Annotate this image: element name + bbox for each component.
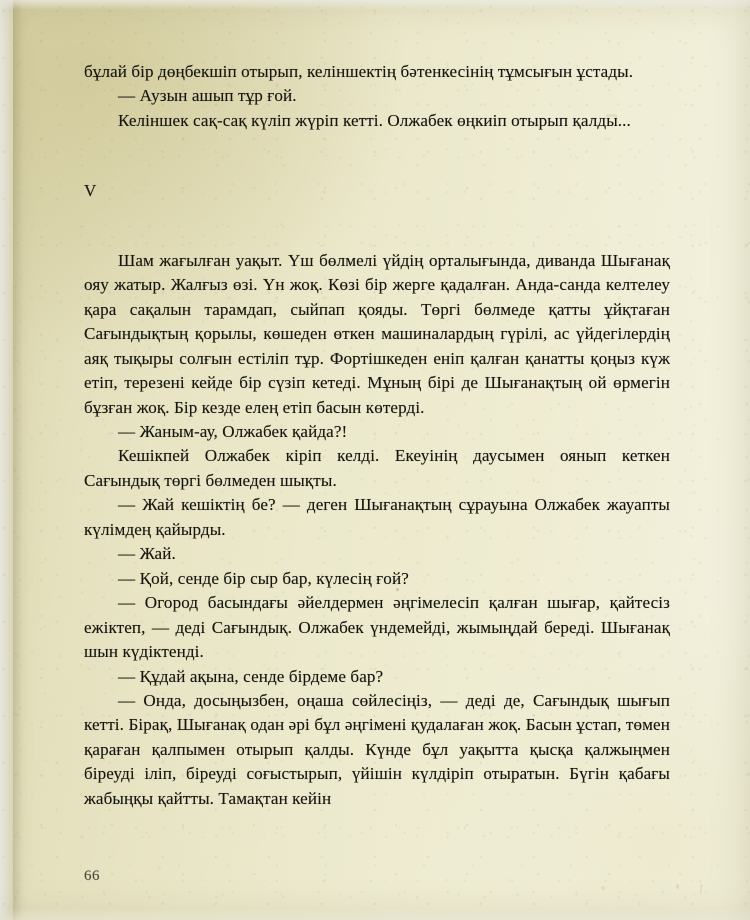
paragraph-continuation: бұлай бір дөңбекшіп отырып, келіншектің бәтенкесінің тұмсығын ұстады. bbox=[84, 62, 634, 81]
section-numeral: V bbox=[84, 181, 97, 201]
dialogue-line: — Құдай ақына, сенде бірдеме бар? bbox=[118, 666, 384, 686]
dialogue-line: — Онда, досыңызбен, оңаша сөйлесіңіз, — деді де, Сағындық шығып кетті. Бірақ, Шығанақ одан әрі бұл әңгімені қудалаған жоқ. Басын ұстап, төмен қараған қалпымен отырып қалды. Күнде бұл уақытта қысқа қалжыңмен біреуді іліп, біреуді соғыстырып, үйішін күлдіріп отыратын. Бүгін қабағы жабыңқы қайтты. Тамақтан кейін bbox=[84, 690, 670, 808]
paragraph: Кешікпей Олжабек кіріп келді. Екеуінің даусымен оянып кеткен Сағындық төргі бөлмеден шықты. bbox=[84, 446, 670, 490]
dialogue-line: — Огород басындағы әйелдермен әңгімелесіп қалған шығар, қайтесіз ежіктеп, — деді Сағындық. Олжабек үндемейді, жымыңдай береді. Шығанақ шын күдіктенді. bbox=[84, 593, 670, 662]
paper-speck bbox=[700, 884, 703, 887]
page-text-body bbox=[84, 60, 670, 811]
paragraph: Келіншек сақ-сақ күліп жүріп кетті. Олжабек өңкиіп отырып қалды... bbox=[118, 110, 631, 130]
page-gutter-shadow bbox=[13, 0, 29, 920]
paper-speck bbox=[601, 886, 605, 890]
paper-speck bbox=[158, 866, 161, 869]
page-number: 66 bbox=[84, 868, 100, 884]
paper-speck bbox=[700, 886, 702, 895]
dialogue-line: — Жай кешіктің бе? — деген Шығанақтың сұрауына Олжабек жауапты күлімдең қайырды. bbox=[84, 495, 670, 539]
dialogue-line: — Аузын ашып тұр ғой. bbox=[118, 86, 297, 106]
page-left-edge bbox=[0, 0, 13, 920]
dialogue-line: — Жай. bbox=[118, 544, 176, 564]
page-bottom-edge bbox=[0, 908, 750, 920]
page-top-edge bbox=[0, 0, 750, 10]
dialogue-line: — Қой, сенде бір сыр бар, күлесің ғой? bbox=[118, 568, 409, 588]
paragraph: Шам жағылған уақыт. Үш бөлмелі үйдің орталығында, диванда Шығанақ ояу жатыр. Жалғыз өзі. Үн жоқ. Көзі бір жерге қадалған. Анда-санда келтелеу қара сақалын тарамдап, сыйпап қояды. Төргі бөлмеде қатты ұйқтаған Сағындықтың қорылы, көшеден өткен машиналардың гүрілі, ас үйдегілердің аяқ тықыры солғын естіліп тұр. Фортішкеден еніп қалған қанатты қоңыз күж етіп, терезені кейде бір сүзіп кетеді. Мұның бірі де Шығанақтың ой өрмегін бұзған жоқ. Бір кезде елең етіп басын көтерді. bbox=[84, 250, 670, 417]
paper-speck bbox=[676, 884, 679, 889]
dialogue-line: — Жаным-ау, Олжабек қайда?! bbox=[118, 421, 348, 441]
